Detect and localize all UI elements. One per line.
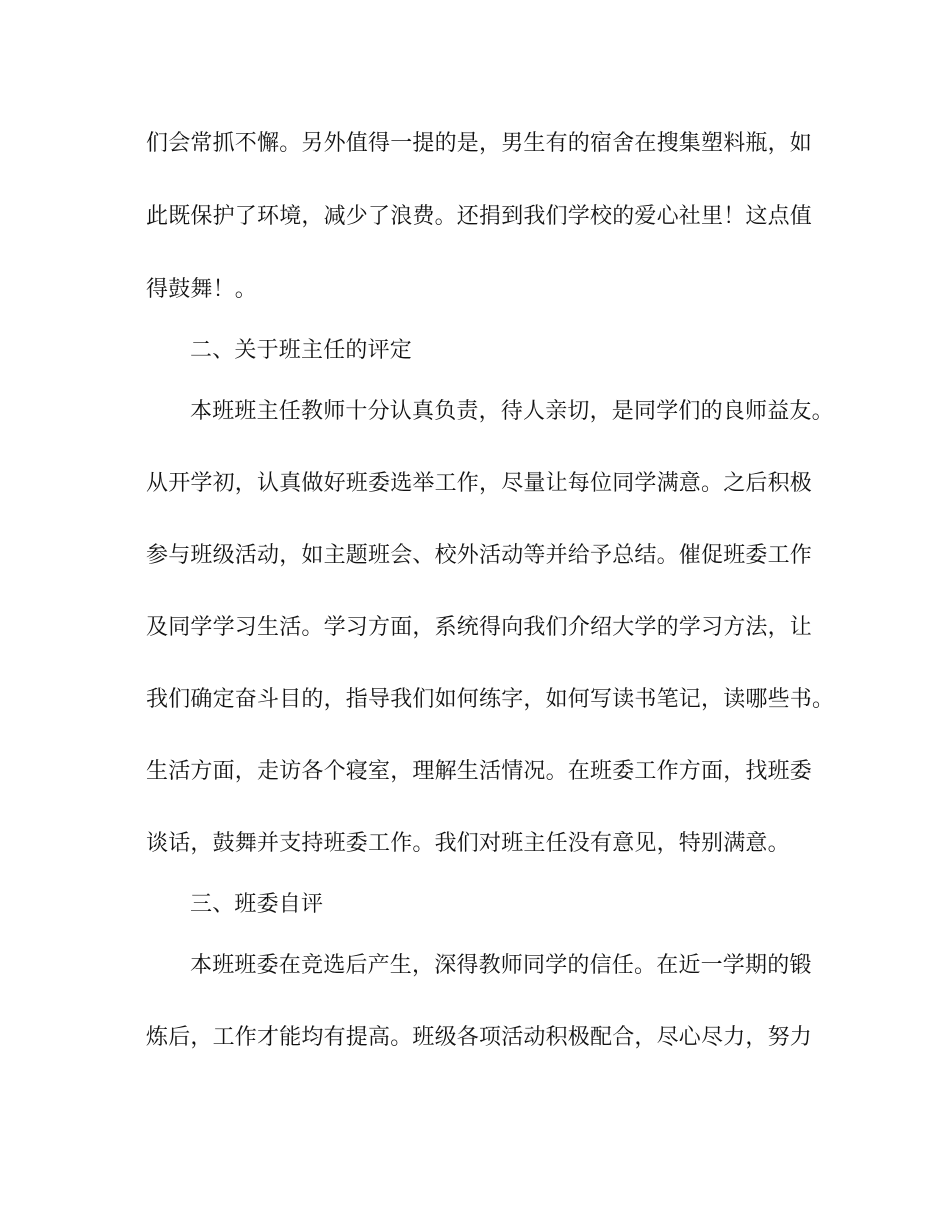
body-text-line: 我们确定奋斗目的，指导我们如何练字，如何写读书笔记，读哪些书。 — [146, 687, 835, 712]
paragraph-first-line: 本班班委在竞选后产生，深得教师同学的信任。在近一学期的锻 — [190, 953, 812, 978]
body-text-line: 谈话，鼓舞并支持班委工作。我们对班主任没有意见，特别满意。 — [146, 831, 790, 856]
body-text-line: 生活方面，走访各个寝室，理解生活情况。在班委工作方面，找班委 — [146, 759, 813, 784]
body-text-line: 此既保护了环境，减少了浪费。还捐到我们学校的爱心社里！这点值 — [146, 204, 813, 229]
body-text-line: 炼后，工作才能均有提高。班级各项活动积极配合，尽心尽力，努力 — [146, 1025, 813, 1050]
body-text-line: 及同学学习生活。学习方面，系统得向我们介绍大学的学习方法，让 — [146, 615, 813, 640]
section-heading: 三、班委自评 — [190, 892, 324, 917]
body-text-line: 从开学初，认真做好班委选举工作，尽量让每位同学满意。之后积极 — [146, 471, 813, 496]
body-text-line: 得鼓舞！。 — [146, 277, 258, 302]
body-text-line: 们会常抓不懈。另外值得一提的是，男生有的宿舍在搜集塑料瓶，如 — [146, 131, 813, 156]
body-text-line: 参与班级活动，如主题班会、校外活动等并给予总结。催促班委工作 — [146, 543, 813, 568]
section-heading: 二、关于班主任的评定 — [190, 338, 413, 363]
paragraph-first-line: 本班班主任教师十分认真负责，待人亲切，是同学们的良师益友。 — [190, 399, 834, 424]
